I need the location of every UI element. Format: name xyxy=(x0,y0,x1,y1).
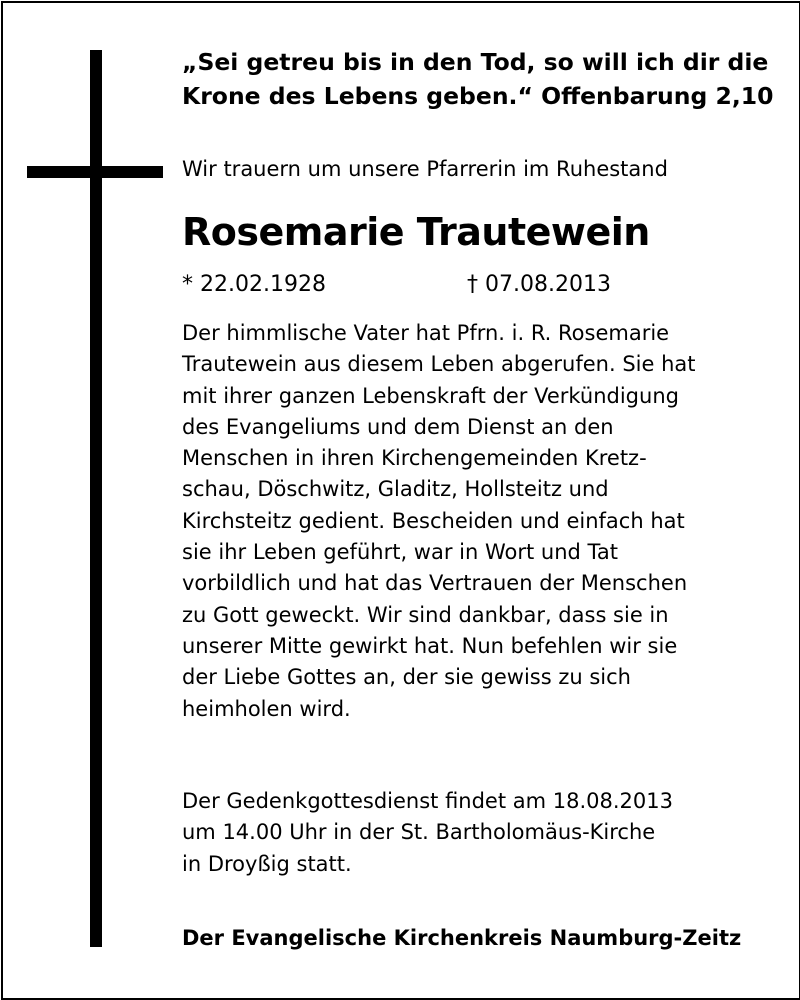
body-line: des Evangeliums und dem Dienst an den xyxy=(182,414,614,439)
body-line: Menschen in ihren Kirchengemeinden Kretz- xyxy=(182,446,647,471)
cross-horizontal-bar xyxy=(27,166,163,178)
body-line: Kirchsteitz gedient. Bescheiden und einfach hat xyxy=(182,508,685,533)
body-line: der Liebe Gottes an, der sie gewiss zu sich xyxy=(182,665,631,690)
birth-date: * 22.02.1928 xyxy=(182,272,326,297)
bible-quote xyxy=(182,45,774,113)
signature: Der Evangelische Kirchenkreis Naumburg-Zeitz xyxy=(182,926,742,950)
body-line: schau, Döschwitz, Gladitz, Hollsteitz und xyxy=(182,477,609,502)
deceased-name: Rosemarie Trautewein xyxy=(182,210,650,254)
intro-text: Wir trauern um unsere Pfarrerin im Ruhestand xyxy=(182,157,668,181)
body-line: mit ihrer ganzen Lebenskraft der Verkündigung xyxy=(182,383,679,408)
body-line: unserer Mitte gewirkt hat. Nun befehlen wir sie xyxy=(182,633,678,658)
body-line: zu Gott geweckt. Wir sind dankbar, dass sie in xyxy=(182,602,669,627)
death-date: † 07.08.2013 xyxy=(467,272,611,297)
quote-line: „Sei getreu bis in den Tod, so will ich dir die xyxy=(182,48,769,76)
memorial-service-info xyxy=(182,786,673,880)
body-line: Trautewein aus diesem Leben abgerufen. Sie hat xyxy=(182,352,696,377)
cross-vertical-bar xyxy=(90,50,102,947)
body-line: heimholen wird. xyxy=(182,696,351,721)
service-line: in Droyßig statt. xyxy=(182,851,352,876)
body-line: sie ihr Leben geführt, war in Wort und Tat xyxy=(182,540,618,565)
quote-line: Krone des Lebens geben.“ Offenbarung 2,10 xyxy=(182,82,774,110)
obituary-body xyxy=(182,318,696,725)
body-line: Der himmlische Vater hat Pfrn. i. R. Rosemarie xyxy=(182,321,670,345)
service-line: Der Gedenkgottesdienst findet am 18.08.2013 xyxy=(182,789,673,813)
body-line: vorbildlich und hat das Vertrauen der Menschen xyxy=(182,571,688,596)
service-line: um 14.00 Uhr in der St. Bartholomäus-Kirche xyxy=(182,820,656,845)
